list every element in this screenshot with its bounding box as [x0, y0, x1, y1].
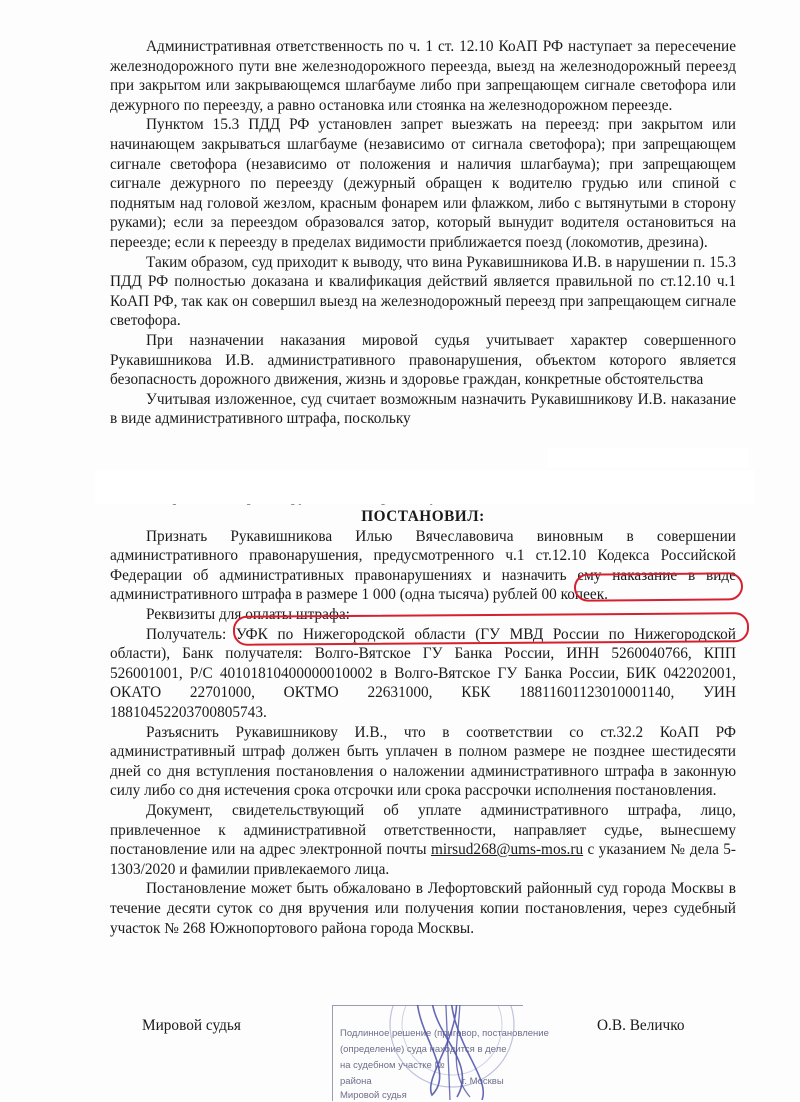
stamp-text: района: [340, 1076, 372, 1087]
stamp-text: г. Москвы: [462, 1076, 504, 1087]
redaction-box: [548, 448, 748, 468]
court-email-link[interactable]: mirsud268@ums-mos.ru: [430, 841, 584, 859]
stamp-text: Подлинное решение (приговор, постановление: [340, 1028, 549, 1039]
ruling-heading: ПОСТАНОВИЛ:: [361, 508, 485, 526]
judge-name: О.В. Величко: [597, 1017, 685, 1034]
paragraph-pdd-rule: Пунктом 15.3 ПДД РФ установлен запрет выезжать на переезд: при закрытом или начинающем закрываться шлагбауме (независимо от сигнала светофора); при запрещающем сигнале светофора (независимо от положения и наличия шлагбаума); при запрещающем сигнале дежурного по переезду (дежурный обращен к водителю грудью или спиной с поднятым над головой жезлом, красным фонарем или флажком, либо с вытянутыми в сторону руками); если за переездом образовался затор, который вынудит водителя остановиться на переезде; если к переезду в пределах видимости приближается поезд (локомотив, дрезина).: [110, 116, 736, 251]
stamp-text: на судебном участке №: [340, 1060, 445, 1071]
paragraph-payment-title: Реквизиты для оплаты штрафа:: [146, 606, 350, 624]
paragraph-appeal: Постановление может быть обжаловано в Лефортовский районный суд города Москвы в течение десяти суток со дня вручения или получения копии постановления, через судебный участок № 268 Южнопортового района города Москвы.: [110, 880, 736, 937]
paragraph-conclusion: Таким образом, суд приходит к выводу, что вина Рукавишникова И.В. в нарушении п. 15.3 ПДД РФ полностью доказана и квалификация действий является правильной по ст.12.10 ч.1 КоАП РФ, так как он совершил выезд на железнодорожный переезд при запрещающем сигнале светофора.: [110, 253, 736, 330]
stamp-text: Мировой судья: [340, 1090, 407, 1101]
paragraph-considering: Учитывая изложенное, суд считает возможным назначить Рукавишникову И.В. наказание в виде административного штрафа, поскольку: [110, 390, 736, 428]
payment-proof-case: с указанием № дела 5-1303/2020 и фамилии привлекаемого лица.: [110, 841, 736, 878]
judge-label: Мировой судья: [142, 1017, 241, 1034]
paragraph-payment-proof: [110, 801, 736, 879]
paragraph-sentencing-factors: При назначении наказания мировой судья учитывает характер совершенного Рукавишникова И.В. административного правонарушения, объектом которого является безопасность дорожного движения, жизнь и здоровье граждан, конкретные обстоятельства: [110, 331, 736, 389]
court-stamp: [332, 1005, 549, 1101]
paragraph-liability: Административная ответственность по ч. 1 ст. 12.10 КоАП РФ наступает за пересечение железнодорожного пути вне железнодорожного переезда, выезд на железнодорожный переезд при закрытом или закрывающемся шлагбауме либо при запрещающем сигнале светофора или дежурного по переезду, а равно остановка или стоянка на железнодорожном переезде.: [110, 38, 736, 114]
payment-proof-text: Документ, свидетельствующий об уплате административного штрафа, лицо, привлеченное к административной ответственности, направляет судье, вынесшему постановление или на адрес электронной почты: [110, 801, 736, 859]
paragraph-ruling: Признать Рукавишникова Илью Вячеславовича виновным в совершении административного правонарушения, предусмотренного ч.1 ст.12.10 Кодекса Российской Федерации об административных правонарушениях и назначить ему наказание в виде административного штрафа в размере 1 000 (одна тысяча) рублей 00 копеек.: [110, 527, 736, 604]
fine-amount-highlight-oval: [233, 612, 749, 646]
signature-scribble: [332, 1005, 522, 1100]
article-highlight-oval: [574, 572, 743, 601]
stamp-text: (определение) суда находится в деле: [340, 1044, 507, 1055]
paragraph-payment-details: Получатель: УФК по Нижегородской области (ГУ МВД России по Нижегородской области), Банк получателя: Волго-Вятское ГУ Банка России, ИНН 5260040766, КПП 526001001, Р/С 40101810400000010002 в Волго-Вятское ГУ Банка России, БИК 042202001, ОКАТО 22701000, ОКТМО 22631000, КБК 18811601123010001140, УИН 18810452203700805743.: [110, 625, 736, 721]
paragraph-explanation: Разъяснить Рукавишникову И.В., что в соответствии со ст.32.2 КоАП РФ административный штраф должен быть уплачен в полном размере не позднее шестидесяти дней со дня вступления постановления о наложении административного штрафа в законную силу либо со дня истечения срока отсрочки или срока рассрочки исполнения постановления.: [110, 723, 736, 800]
redaction-box: [95, 470, 755, 504]
